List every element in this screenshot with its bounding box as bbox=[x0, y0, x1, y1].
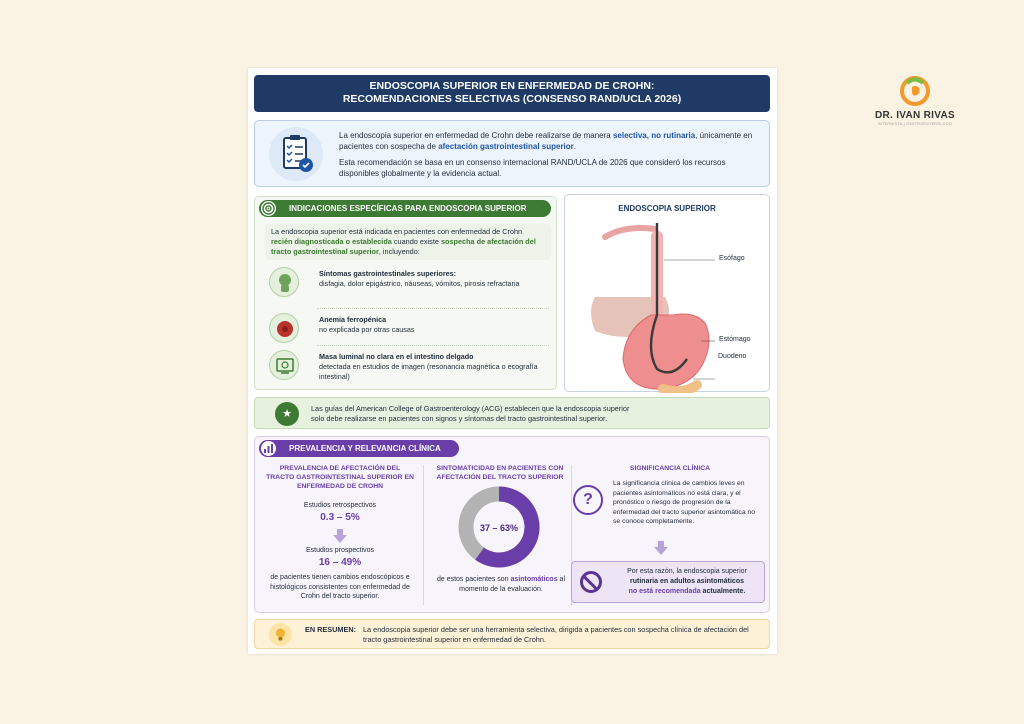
prevalence-note: de pacientes tienen cambios endoscópicos e histológicos consistentes con enfermedad de Crohn del tracto superior. bbox=[270, 574, 410, 600]
not-recommended-box bbox=[571, 561, 765, 603]
title-line-1: ENDOSCOPIA SUPERIOR EN ENFERMEDAD DE CROHN: bbox=[369, 80, 655, 92]
imaging-monitor-icon bbox=[269, 350, 299, 380]
sym-note-highlight: asintomáticos bbox=[510, 576, 558, 583]
indication-title: Masa luminal no clara en el intestino delgado bbox=[319, 352, 474, 361]
indication-detail: disfagia, dolor epigástrico, náuseas, vómitos, pirosis refractaria bbox=[319, 279, 520, 288]
label-stomach: Estómago bbox=[719, 336, 751, 343]
intro-highlight-affectation: afectación gastrointestinal superior bbox=[438, 142, 574, 151]
intro-text bbox=[339, 130, 759, 179]
infographic-sheet bbox=[248, 68, 777, 654]
acg-text bbox=[311, 404, 751, 424]
summary-label: EN RESUMEN: bbox=[305, 625, 357, 634]
acg-line-2: solo debe realizarse en pacientes con signos y síntomas del tracto gastrointestinal superior. bbox=[311, 414, 608, 423]
page-title bbox=[254, 75, 770, 112]
retro-label: Estudios retrospectivos bbox=[303, 502, 377, 509]
prosp-label: Estudios prospectivos bbox=[305, 547, 375, 554]
col2-title: SINTOMATICIDAD EN PACIENTES CON AFECTACIÓN DEL TRACTO SUPERIOR bbox=[436, 465, 564, 481]
acg-guideline-note bbox=[254, 397, 770, 429]
reco-a: Por esta razón, la endoscopia superior bbox=[627, 568, 747, 575]
stomach-icon bbox=[269, 267, 299, 297]
indications-panel bbox=[254, 196, 557, 390]
endoscopy-title: ENDOSCOPIA SUPERIOR bbox=[618, 204, 716, 213]
indication-text bbox=[319, 352, 549, 382]
indication-text bbox=[319, 315, 549, 335]
donut-value-label: 37 – 63% bbox=[479, 523, 519, 533]
clipboard-checklist-icon bbox=[269, 127, 323, 181]
not-recommended-text bbox=[614, 567, 760, 596]
intro-paragraph-2: Esta recomendación se basa en un consenso internacional RAND/UCLA de 2026 que consideró los recursos disponibles globalmente y la evidencia actual. bbox=[339, 158, 726, 178]
prevalence-heading-text: PREVALENCIA Y RELEVANCIA CLÍNICA bbox=[289, 444, 441, 453]
arrow-down-icon bbox=[654, 547, 668, 555]
indication-detail: detectada en estudios de imagen (resonancia magnética o ecografía intestinal) bbox=[319, 362, 538, 381]
intro-panel bbox=[254, 120, 770, 187]
indication-title: Síntomas gastrointestinales superiores: bbox=[319, 269, 457, 278]
label-esophagus: Esófago bbox=[719, 255, 745, 262]
divider bbox=[423, 465, 424, 605]
retro-value: 0.3 – 5% bbox=[320, 512, 360, 523]
indication-text bbox=[319, 269, 549, 289]
reco-d: actualmente. bbox=[700, 587, 746, 595]
col3-title: SIGNIFICANCIA CLÍNICA bbox=[629, 465, 711, 472]
reco-highlight: no está recomendada bbox=[628, 587, 701, 595]
intro-text-a: La endoscopia superior en enfermedad de Crohn debe realizarse de manera bbox=[339, 131, 613, 140]
bar-chart-icon bbox=[261, 441, 276, 456]
sym-note-c: al momento de la evaluación. bbox=[459, 576, 566, 593]
sym-note-a: de estos pacientes son bbox=[436, 576, 511, 583]
significance-text: La significancia clínica de cambios leves en pacientes asintomáticos no está clara, y el pronóstico o riesgo de progresión de la enfermedad del tracto superior asintomática no se conoce completamente. bbox=[613, 480, 756, 525]
brand-logo bbox=[868, 74, 962, 126]
target-icon bbox=[261, 201, 276, 216]
blood-cell-icon bbox=[269, 313, 299, 343]
intro-paragraph-1 bbox=[339, 130, 759, 152]
brand-subtitle: INTERNISTA | GASTROENTERÓLOGO bbox=[877, 122, 953, 126]
ind-intro-e: , incluyendo: bbox=[378, 247, 420, 256]
endoscopy-illustration-panel bbox=[564, 194, 770, 392]
summary-bar bbox=[254, 619, 770, 649]
divider bbox=[317, 345, 549, 346]
symptomatic-note bbox=[431, 575, 571, 594]
indication-item bbox=[269, 267, 549, 305]
intro-text-e: . bbox=[573, 142, 577, 151]
ind-intro-c: cuando existe bbox=[391, 237, 441, 246]
label-duodenum: Duodeno bbox=[718, 353, 747, 360]
indication-item bbox=[269, 350, 549, 388]
indications-heading bbox=[259, 200, 551, 217]
col1-title: PREVALENCIA DE AFECTACIÓN DEL TRACTO GASTROINTESTINAL SUPERIOR EN ENFERMEDAD DE CROHN bbox=[266, 465, 414, 490]
prevalence-heading bbox=[259, 440, 459, 457]
lightbulb-icon bbox=[269, 623, 292, 646]
acg-line-1: Las guías del American College of Gastroenterology (ACG) establecen que la endoscopia superior bbox=[311, 404, 630, 413]
prevalence-panel bbox=[254, 436, 770, 613]
brand-mark-icon bbox=[895, 74, 935, 108]
indications-heading-text: INDICACIONES ESPECÍFICAS PARA ENDOSCOPIA SUPERIOR bbox=[289, 204, 527, 213]
intro-highlight-selective: selectiva, no rutinaria bbox=[612, 131, 696, 140]
indication-title: Anemia ferropénica bbox=[319, 315, 387, 324]
title-line-2: RECOMENDACIONES SELECTIVAS (CONSENSO RAND/UCLA 2026) bbox=[342, 93, 682, 105]
reco-b: rutinaria en adultos asintomáticos bbox=[630, 577, 744, 585]
upper-gi-anatomy-illustration bbox=[565, 219, 771, 393]
divider bbox=[317, 308, 549, 309]
question-mark-icon: ? bbox=[573, 485, 603, 515]
arrow-down-icon bbox=[333, 535, 347, 543]
ind-intro-highlight-1: recién diagnosticada o establecida bbox=[271, 237, 392, 246]
ind-intro-highlight-2: sospecha de afectación del tracto gastrointestinal superior bbox=[271, 237, 536, 256]
prosp-value: 16 – 49% bbox=[318, 557, 362, 568]
ind-intro-a: La endoscopia superior está indicada en pacientes con enfermedad de Crohn bbox=[271, 227, 523, 236]
brand-name: DR. IVAN RIVAS bbox=[875, 110, 955, 121]
intro-text-c: , únicamente en pacientes con sospecha de bbox=[339, 131, 753, 151]
summary-text: La endoscopia superior debe ser una herramienta selectiva, dirigida a pacientes con sospecha clínica de afectación del tracto gastrointestinal superior en enfermedad de Crohn. bbox=[363, 625, 749, 644]
indication-detail: no explicada por otras causas bbox=[319, 325, 415, 334]
shield-star-icon: ★ bbox=[275, 402, 299, 426]
prohibited-icon bbox=[580, 571, 602, 593]
indications-intro bbox=[265, 224, 551, 260]
